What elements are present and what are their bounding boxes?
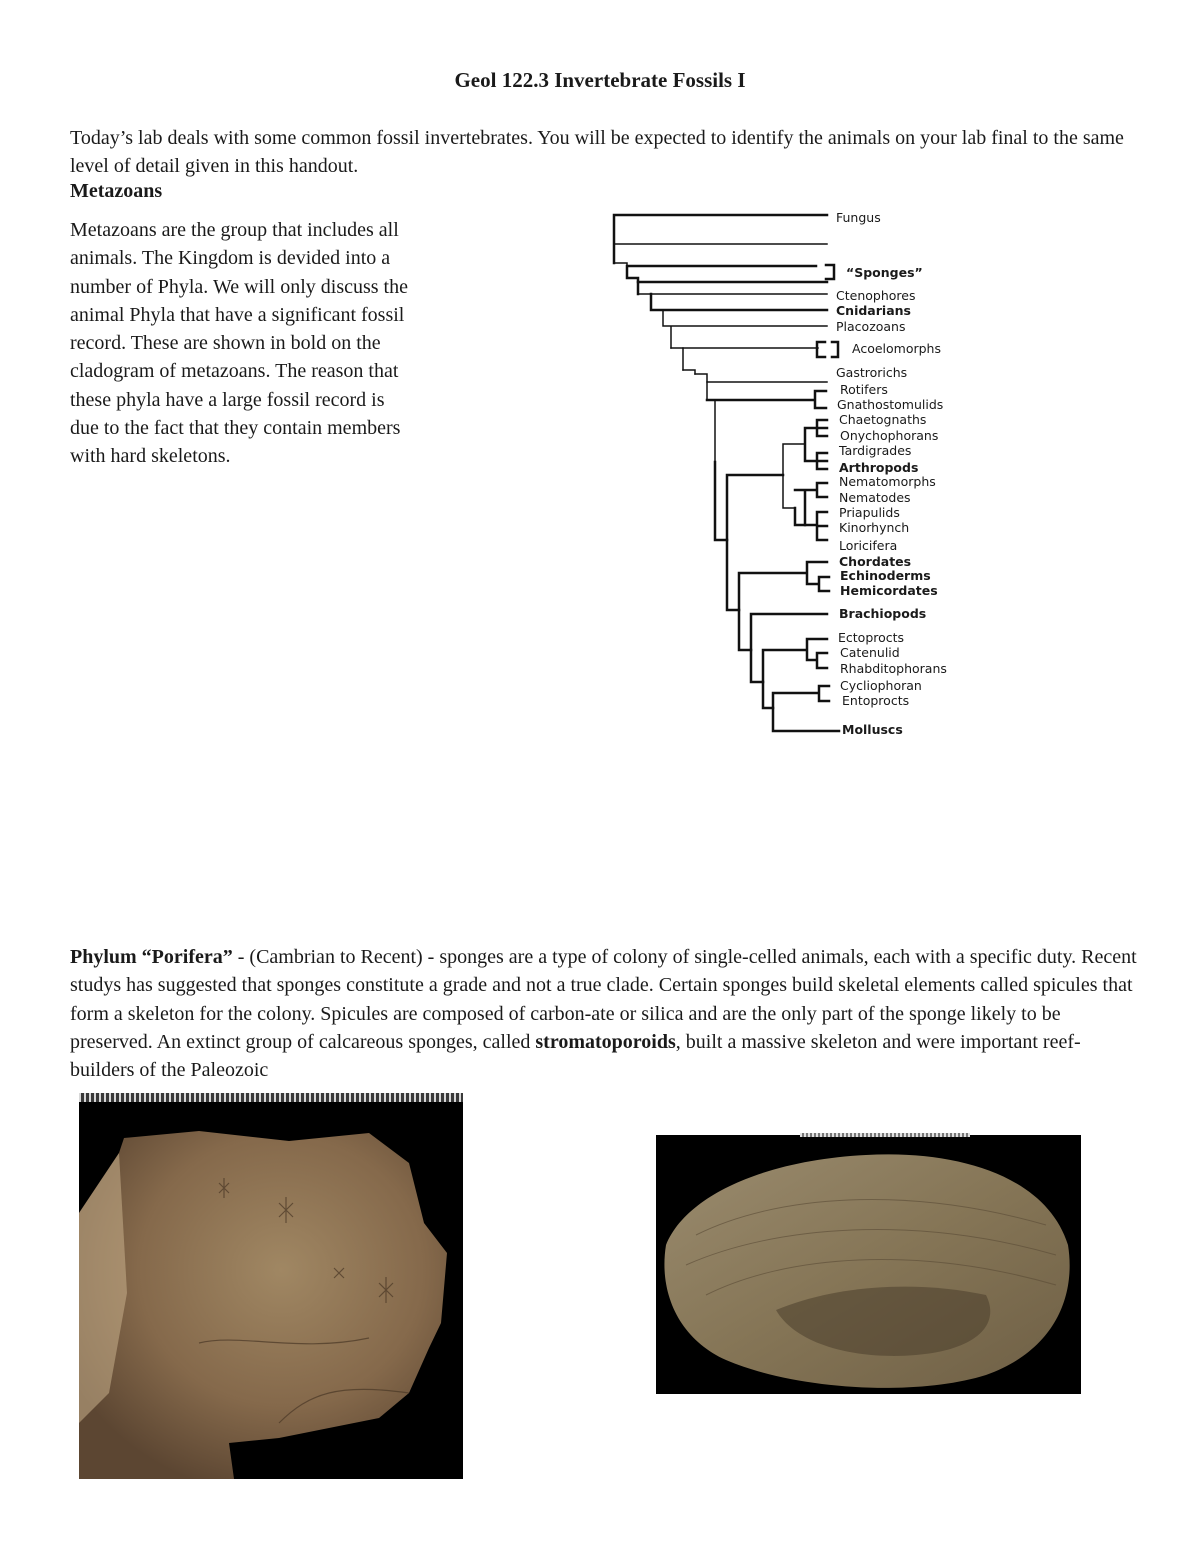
porifera-text-2: , built a massive skeleton and were important reef-builders of the Paleozoic [70,1030,1081,1082]
taxon-label: Loricifera [839,538,898,553]
porifera-text-1: - (Cambrian to Recent) - sponges are a type of colony of single-celled animals, each with a specific duty. Recent studys has suggested that sponges constitute a grade and not a true clade. Certain sponges build skeletal elements called spicules that form a skeleton for the colony. Spicules are composed of carbon-ate or silica and are the only part of the sponge likely to be preserved. An extinct group of calcareous sponges, called [70,946,1137,1053]
taxon-label: Nematomorphs [839,474,936,489]
taxon-label: Fungus [836,210,881,225]
taxon-label: Arthropods [839,460,919,475]
taxon-label: Tardigrades [839,443,912,458]
rock-slab-image [79,1093,463,1479]
cladogram-labels [836,210,947,737]
taxon-label: Hemicordates [840,583,938,598]
taxon-label: Cnidarians [836,303,911,318]
taxon-label: Ctenophores [836,288,916,303]
stromatoporoid-image [656,1135,1081,1394]
taxon-label: Acoelomorphs [852,341,941,356]
taxon-label: Onychophorans [840,428,939,443]
taxon-label: Chaetognaths [839,412,927,427]
sponge-spicule-fossil-photo [79,1093,463,1479]
intro-paragraph: Today’s lab deals with some common fossil invertebrates. You will be expected to identify the animals on your lab final to the same level of detail given in this handout. [70,127,1124,177]
taxon-label: Molluscs [842,722,903,737]
taxon-label: Echinoderms [840,568,931,583]
taxon-label: Entoprocts [842,693,910,708]
taxon-label: “Sponges” [846,265,923,280]
taxon-label: Rotifers [840,382,888,397]
page-title: Geol 122.3 Invertebrate Fossils I [454,68,746,92]
taxon-label: Brachiopods [839,606,927,621]
taxon-label: Priapulids [839,505,900,520]
cladogram-svg [600,200,1000,745]
metazoans-heading: Metazoans [70,180,163,202]
taxon-label: Catenulid [840,645,900,660]
taxon-label: Rhabditophorans [840,661,947,676]
taxon-label: Kinorhynch [839,520,910,535]
taxon-label: Placozoans [836,319,906,334]
porifera-lead: Phylum “Porifera” [70,946,233,968]
stromatoporoid-fossil-photo [656,1135,1081,1394]
porifera-paragraph [70,943,1140,1084]
scale-ruler-2 [800,1133,970,1137]
taxon-label: Nematodes [839,490,911,505]
taxon-label: Gastrorichs [836,365,908,380]
metazoan-cladogram [600,200,1000,745]
taxon-label: Chordates [839,554,912,569]
metazoans-paragraph: Metazoans are the group that includes all animals. The Kingdom is devided into a number of Phyla. We will only discuss the animal Phyla that have a significant fossil record. These are shown in bold on the cladogram of metazoans. The reason that these phyla have a large fossil record is due to the fact that they contain members with hard skeletons. [70,219,408,468]
taxon-label: Gnathostomulids [837,397,944,412]
taxon-label: Ectoprocts [838,630,905,645]
taxon-label: Cycliophoran [840,678,922,693]
scale-ruler [79,1093,463,1102]
cladogram-branches [614,215,839,731]
stromatoporoids-term: stromatoporoids [535,1030,676,1053]
